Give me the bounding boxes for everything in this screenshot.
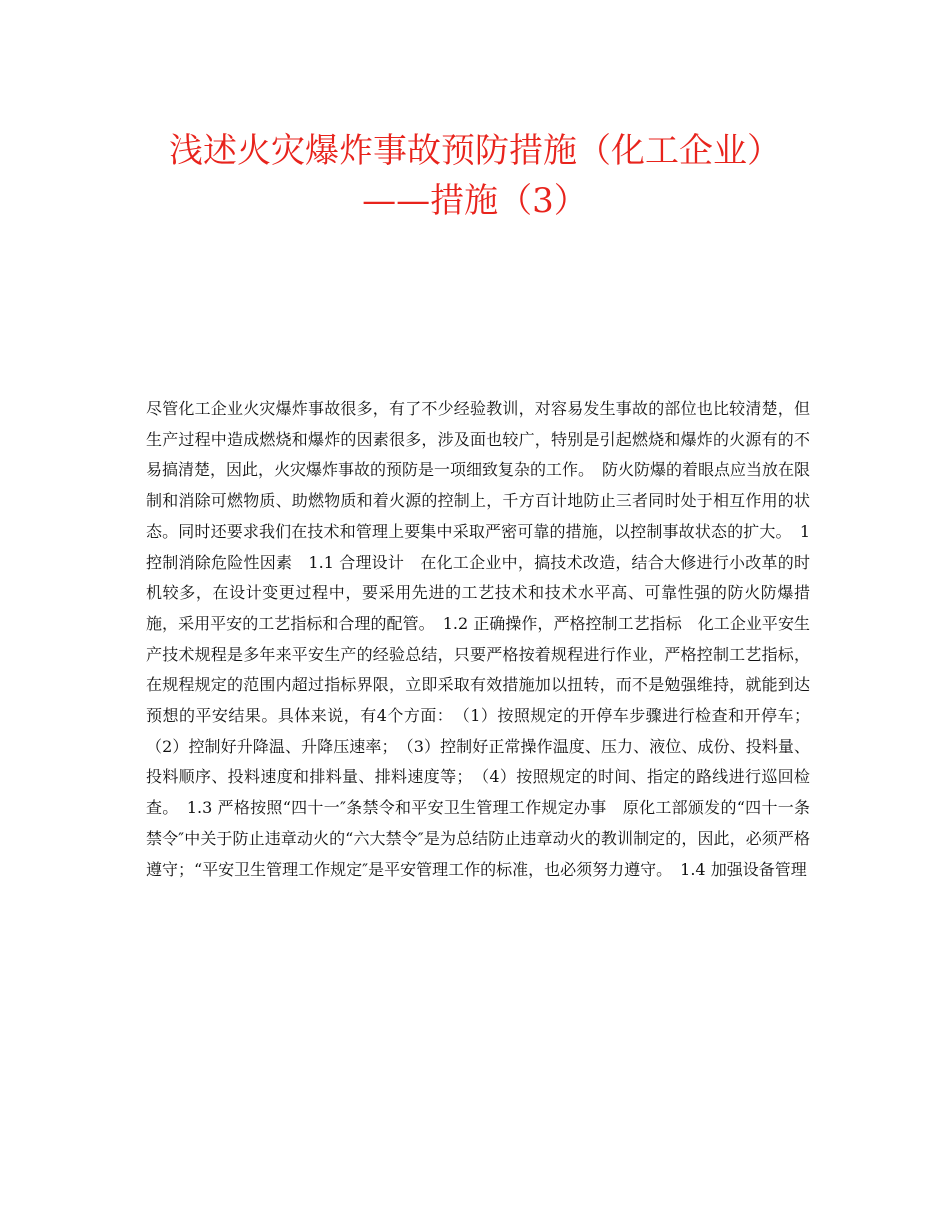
document-title [60,126,890,226]
title-line-1: 浅述火灾爆炸事故预防措施（化工企业） [169,131,781,171]
title-line-2: ——措施（3） [362,181,588,221]
document-body: 尽管化工企业火灾爆炸事故很多，有了不少经验教训，对容易发生事故的部位也比较清楚，但生产过程中造成燃烧和爆炸的因素很多，涉及面也较广，特别是引起燃烧和爆炸的火源有的不易搞清楚，因此，火灾爆炸事故的预防是一项细致复杂的工作。 防火防爆的着眼点应当放在限制和消除可燃物质、助燃物质和着火源的控制上，千方百计地防止三者同时处于相互作用的状态。同时还要求我们在技术和管理上要集中采取严密可靠的措施，以控制事故状态的扩大。 1 控制消除危险性因素 1.1 合理设计 在化工企业中，搞技术改造，结合大修进行小改革的时机较多，在设计变更过程中，要采用先进的工艺技术和技术水平高、可靠性强的防火防爆措施，采用平安的工艺指标和合理的配管。 1.2 正确操作，严格控制工艺指标 化工企业平安生产技术规程是多年来平安生产的经验总结，只要严格按着规程进行作业，严格控制工艺指标，在规程规定的范围内超过指标界限，立即采取有效措施加以扭转，而不是勉强维持，就能到达预想的平安结果。具体来说，有4个方面： （1）按照规定的开停车步骤进行检查和开停车；（2）控制好升降温、升降压速率； （3）控制好正常操作温度、压力、液位、成份、投料量、投料顺序、投料速度和排料量、排料速度等； （4）按照规定的时间、指定的路线进行巡回检查。 1.3 严格按照“四十一″条禁令和平安卫生管理工作规定办事 原化工部颁发的“四十一条禁令″中关于防止违章动火的“六大禁令″是为总结防止违章动火的教训制定的，因此，必须严格遵守；“平安卫生管理工作规定″是平安管理工作的标准，也必须努力遵守。 1.4 加强设备管理 [146,399,811,879]
